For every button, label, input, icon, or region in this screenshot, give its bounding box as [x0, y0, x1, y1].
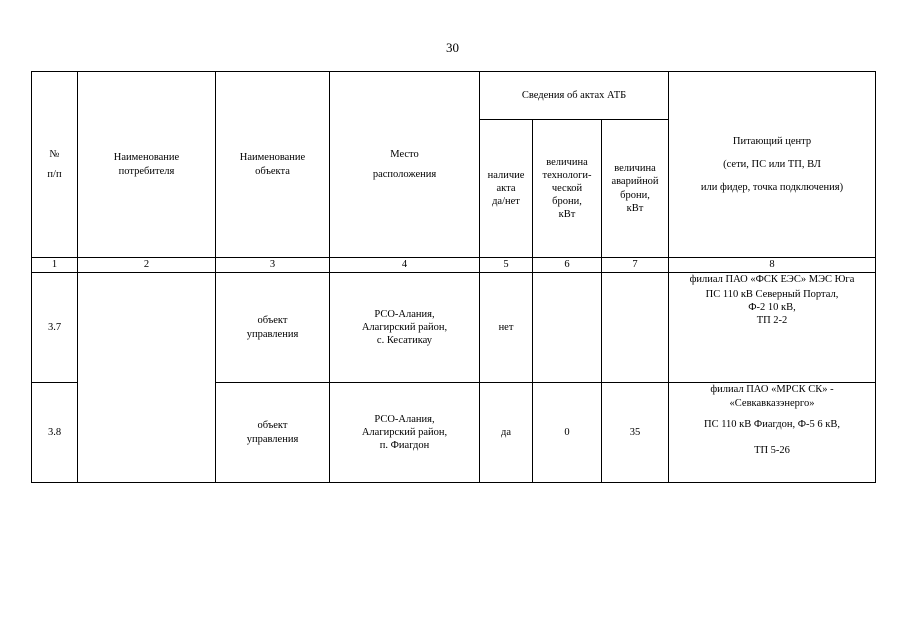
- row-consumer: [78, 273, 216, 483]
- column-number: 2: [78, 258, 216, 273]
- header-location: Место расположения: [330, 72, 480, 258]
- row-act: да: [480, 383, 533, 483]
- header-object: Наименование объекта: [216, 72, 330, 258]
- consumer-table: [31, 71, 876, 483]
- row-emergency-reserve: 35: [602, 383, 669, 483]
- page-number: 30: [446, 40, 459, 55]
- row-num: 3.7: [32, 273, 78, 383]
- column-number: 4: [330, 258, 480, 273]
- row-num: 3.8: [32, 383, 78, 483]
- row-tech-reserve: 0: [533, 383, 602, 483]
- row-object: объект управления: [216, 273, 330, 383]
- row-location: РСО-Алания, Алагирский район, с. Кесатикау: [330, 273, 480, 383]
- row-emergency-reserve: [602, 273, 669, 383]
- column-number: 3: [216, 258, 330, 273]
- header-emergency-reserve: величина аварийной брони, кВт: [602, 120, 669, 258]
- row-tech-reserve: [533, 273, 602, 383]
- column-number: 5: [480, 258, 533, 273]
- row-location: РСО-Алания, Алагирский район, п. Фиагдон: [330, 383, 480, 483]
- row-feeder: филиал ПАО «ФСК ЕЭС» МЭС Юга ПС 110 кВ Северный Портал, Ф-2 10 кВ, ТП 2-2: [669, 273, 876, 383]
- header-feeder: Питающий центр (сети, ПС или ТП, ВЛ или фидер, точка подключения): [669, 72, 876, 258]
- table-row: [32, 273, 876, 383]
- column-number: 1: [32, 258, 78, 273]
- column-number: 8: [669, 258, 876, 273]
- row-object: объект управления: [216, 383, 330, 483]
- header-atb-group: Сведения об актах АТБ: [480, 72, 669, 120]
- row-feeder: филиал ПАО «МРСК СК» - «Севкавказэнерго» ПС 110 кВ Фиагдон, Ф-5 6 кВ, ТП 5-26: [669, 383, 876, 483]
- header-tech-reserve: величина технологи- ческой брони, кВт: [533, 120, 602, 258]
- row-act: нет: [480, 273, 533, 383]
- header-act: наличие акта да/нет: [480, 120, 533, 258]
- column-number: 7: [602, 258, 669, 273]
- header-num: № п/п: [32, 72, 78, 258]
- column-number: 6: [533, 258, 602, 273]
- header-consumer: Наименование потребителя: [78, 72, 216, 258]
